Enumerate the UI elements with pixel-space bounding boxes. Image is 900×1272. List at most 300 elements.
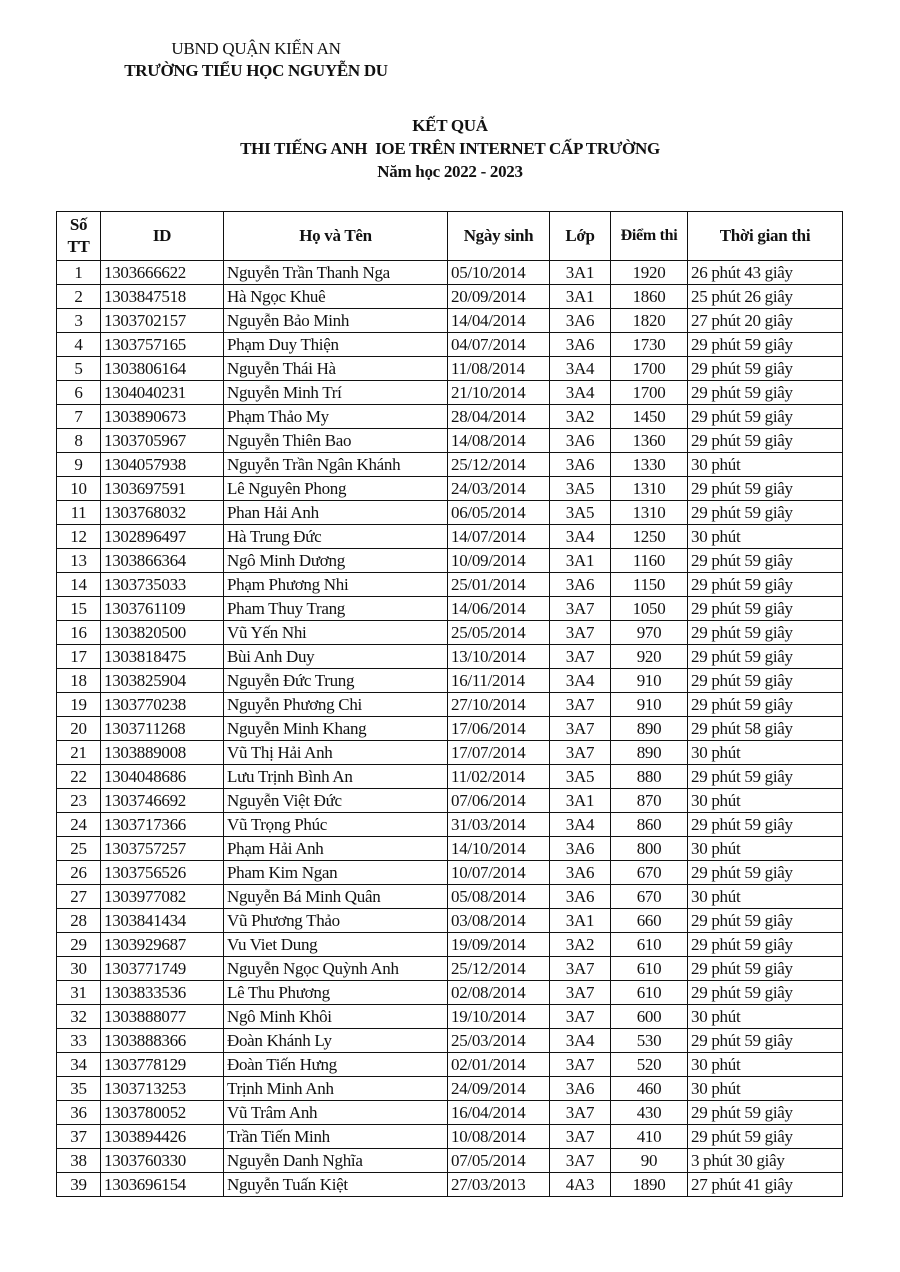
cell-id: 1303760330: [101, 1149, 224, 1173]
cell-time: 27 phút 41 giây: [688, 1173, 843, 1197]
cell-stt: 11: [57, 501, 101, 525]
cell-class: 3A4: [550, 381, 611, 405]
table-row: [57, 453, 843, 477]
cell-stt: 21: [57, 741, 101, 765]
cell-stt: 15: [57, 597, 101, 621]
table-row: [57, 909, 843, 933]
table-row: [57, 933, 843, 957]
cell-name: Đoàn Tiến Hưng: [224, 1053, 448, 1077]
cell-stt: 24: [57, 813, 101, 837]
cell-score: 610: [611, 981, 688, 1005]
cell-id: 1304048686: [101, 765, 224, 789]
cell-class: 3A1: [550, 261, 611, 285]
table-row: [57, 861, 843, 885]
stt-header-line-1: Số: [69, 215, 88, 234]
cell-name: Lưu Trịnh Bình An: [224, 765, 448, 789]
cell-score: 920: [611, 645, 688, 669]
cell-name: Ngô Minh Khôi: [224, 1005, 448, 1029]
cell-score: 1890: [611, 1173, 688, 1197]
cell-id: 1303841434: [101, 909, 224, 933]
cell-stt: 22: [57, 765, 101, 789]
cell-stt: 39: [57, 1173, 101, 1197]
cell-id: 1303756526: [101, 861, 224, 885]
cell-id: 1303697591: [101, 477, 224, 501]
cell-stt: 25: [57, 837, 101, 861]
cell-time: 30 phút: [688, 453, 843, 477]
cell-id: 1303761109: [101, 597, 224, 621]
table-row: [57, 357, 843, 381]
cell-dob: 14/08/2014: [448, 429, 550, 453]
cell-score: 460: [611, 1077, 688, 1101]
cell-time: 29 phút 59 giây: [688, 573, 843, 597]
cell-dob: 05/08/2014: [448, 885, 550, 909]
cell-class: 3A1: [550, 789, 611, 813]
cell-id: 1303866364: [101, 549, 224, 573]
cell-class: 3A7: [550, 741, 611, 765]
cell-class: 3A2: [550, 405, 611, 429]
cell-class: 3A1: [550, 549, 611, 573]
cell-stt: 17: [57, 645, 101, 669]
cell-class: 3A6: [550, 1077, 611, 1101]
cell-dob: 25/12/2014: [448, 957, 550, 981]
cell-score: 410: [611, 1125, 688, 1149]
cell-class: 3A7: [550, 645, 611, 669]
table-row: [57, 1053, 843, 1077]
table-row: [57, 1101, 843, 1125]
cell-time: 27 phút 20 giây: [688, 309, 843, 333]
cell-id: 1303746692: [101, 789, 224, 813]
cell-time: 29 phút 59 giây: [688, 957, 843, 981]
cell-score: 1250: [611, 525, 688, 549]
cell-dob: 02/08/2014: [448, 981, 550, 1005]
cell-name: Vũ Trâm Anh: [224, 1101, 448, 1125]
cell-stt: 32: [57, 1005, 101, 1029]
cell-id: 1303768032: [101, 501, 224, 525]
cell-dob: 04/07/2014: [448, 333, 550, 357]
cell-dob: 10/07/2014: [448, 861, 550, 885]
cell-time: 29 phút 59 giây: [688, 549, 843, 573]
cell-dob: 25/12/2014: [448, 453, 550, 477]
cell-name: Nguyễn Việt Đức: [224, 789, 448, 813]
cell-id: 1303666622: [101, 261, 224, 285]
cell-dob: 20/09/2014: [448, 285, 550, 309]
cell-time: 29 phút 59 giây: [688, 765, 843, 789]
table-row: [57, 1077, 843, 1101]
table-row: [57, 957, 843, 981]
cell-id: 1303894426: [101, 1125, 224, 1149]
cell-dob: 07/05/2014: [448, 1149, 550, 1173]
cell-id: 1303702157: [101, 309, 224, 333]
cell-name: Vũ Phương Thảo: [224, 909, 448, 933]
cell-class: 3A7: [550, 1053, 611, 1077]
cell-id: 1303735033: [101, 573, 224, 597]
cell-class: 3A6: [550, 309, 611, 333]
table-row: [57, 285, 843, 309]
cell-name: Phạm Phương Nhi: [224, 573, 448, 597]
table-row: [57, 309, 843, 333]
cell-id: 1303696154: [101, 1173, 224, 1197]
cell-class: 3A6: [550, 837, 611, 861]
cell-time: 29 phút 59 giây: [688, 501, 843, 525]
cell-stt: 5: [57, 357, 101, 381]
cell-class: 3A7: [550, 981, 611, 1005]
cell-dob: 24/09/2014: [448, 1077, 550, 1101]
cell-time: 3 phút 30 giây: [688, 1149, 843, 1173]
cell-stt: 30: [57, 957, 101, 981]
cell-id: 1302896497: [101, 525, 224, 549]
cell-score: 670: [611, 885, 688, 909]
cell-stt: 10: [57, 477, 101, 501]
table-row: [57, 765, 843, 789]
cell-time: 30 phút: [688, 525, 843, 549]
table-row: [57, 717, 843, 741]
cell-name: Lê Thu Phương: [224, 981, 448, 1005]
cell-score: 870: [611, 789, 688, 813]
cell-stt: 19: [57, 693, 101, 717]
cell-dob: 03/08/2014: [448, 909, 550, 933]
cell-stt: 2: [57, 285, 101, 309]
cell-dob: 19/09/2014: [448, 933, 550, 957]
cell-name: Phạm Thảo My: [224, 405, 448, 429]
cell-class: 3A6: [550, 429, 611, 453]
cell-class: 3A7: [550, 597, 611, 621]
cell-dob: 05/10/2014: [448, 261, 550, 285]
cell-id: 1303757165: [101, 333, 224, 357]
cell-dob: 24/03/2014: [448, 477, 550, 501]
cell-score: 880: [611, 765, 688, 789]
cell-dob: 14/04/2014: [448, 309, 550, 333]
cell-dob: 10/08/2014: [448, 1125, 550, 1149]
cell-id: 1303888077: [101, 1005, 224, 1029]
table-row: [57, 429, 843, 453]
cell-name: Phạm Duy Thiện: [224, 333, 448, 357]
table-row: [57, 1173, 843, 1197]
cell-name: Lê Nguyên Phong: [224, 477, 448, 501]
cell-dob: 28/04/2014: [448, 405, 550, 429]
cell-name: Trịnh Minh Anh: [224, 1077, 448, 1101]
cell-name: Nguyễn Tuấn Kiệt: [224, 1173, 448, 1197]
column-header-score: Điểm thi: [611, 212, 688, 261]
cell-time: 29 phút 59 giây: [688, 1101, 843, 1125]
cell-name: Hà Ngọc Khuê: [224, 285, 448, 309]
cell-name: Trần Tiến Minh: [224, 1125, 448, 1149]
cell-name: Vũ Yến Nhi: [224, 621, 448, 645]
authority-name: UBND QUẬN KIẾN AN: [171, 39, 341, 58]
cell-score: 860: [611, 813, 688, 837]
cell-name: Nguyễn Trần Ngân Khánh: [224, 453, 448, 477]
cell-time: 25 phút 26 giây: [688, 285, 843, 309]
cell-time: 30 phút: [688, 1077, 843, 1101]
cell-name: Vu Viet Dung: [224, 933, 448, 957]
table-row: [57, 981, 843, 1005]
cell-name: Nguyễn Trần Thanh Nga: [224, 261, 448, 285]
cell-stt: 13: [57, 549, 101, 573]
cell-dob: 25/01/2014: [448, 573, 550, 597]
cell-score: 430: [611, 1101, 688, 1125]
cell-class: 3A7: [550, 693, 611, 717]
table-row: [57, 813, 843, 837]
cell-stt: 28: [57, 909, 101, 933]
cell-time: 29 phút 59 giây: [688, 477, 843, 501]
cell-time: 30 phút: [688, 885, 843, 909]
table-row: [57, 885, 843, 909]
cell-score: 970: [611, 621, 688, 645]
cell-time: 29 phút 58 giây: [688, 717, 843, 741]
cell-time: 29 phút 59 giây: [688, 861, 843, 885]
table-row: [57, 477, 843, 501]
cell-stt: 1: [57, 261, 101, 285]
cell-class: 3A4: [550, 525, 611, 549]
cell-stt: 27: [57, 885, 101, 909]
table-row: [57, 525, 843, 549]
cell-time: 26 phút 43 giây: [688, 261, 843, 285]
cell-time: 29 phút 59 giây: [688, 1125, 843, 1149]
cell-id: 1303717366: [101, 813, 224, 837]
cell-score: 890: [611, 717, 688, 741]
cell-score: 1160: [611, 549, 688, 573]
cell-time: 30 phút: [688, 1053, 843, 1077]
cell-dob: 21/10/2014: [448, 381, 550, 405]
cell-dob: 27/10/2014: [448, 693, 550, 717]
cell-stt: 31: [57, 981, 101, 1005]
cell-id: 1303818475: [101, 645, 224, 669]
table-row: [57, 789, 843, 813]
cell-dob: 07/06/2014: [448, 789, 550, 813]
document-header: [96, 38, 416, 82]
title-line-2: THI TIẾNG ANH IOE TRÊN INTERNET CẤP TRƯỜNG: [240, 139, 660, 158]
cell-score: 1450: [611, 405, 688, 429]
cell-class: 3A7: [550, 1125, 611, 1149]
stt-header-line-2: TT: [67, 237, 90, 256]
cell-dob: 14/10/2014: [448, 837, 550, 861]
cell-name: Nguyễn Bá Minh Quân: [224, 885, 448, 909]
cell-class: 3A4: [550, 813, 611, 837]
cell-stt: 18: [57, 669, 101, 693]
cell-name: Phạm Hải Anh: [224, 837, 448, 861]
table-row: [57, 597, 843, 621]
cell-id: 1303711268: [101, 717, 224, 741]
cell-score: 530: [611, 1029, 688, 1053]
cell-time: 29 phút 59 giây: [688, 813, 843, 837]
cell-id: 1303771749: [101, 957, 224, 981]
cell-class: 3A1: [550, 285, 611, 309]
cell-score: 1860: [611, 285, 688, 309]
cell-class: 3A7: [550, 717, 611, 741]
cell-stt: 4: [57, 333, 101, 357]
cell-stt: 3: [57, 309, 101, 333]
cell-stt: 36: [57, 1101, 101, 1125]
cell-time: 29 phút 59 giây: [688, 405, 843, 429]
cell-class: 3A4: [550, 669, 611, 693]
table-row: [57, 621, 843, 645]
cell-score: 1310: [611, 477, 688, 501]
cell-id: 1303820500: [101, 621, 224, 645]
cell-id: 1303705967: [101, 429, 224, 453]
cell-dob: 06/05/2014: [448, 501, 550, 525]
cell-score: 520: [611, 1053, 688, 1077]
column-header-id: ID: [101, 212, 224, 261]
cell-dob: 14/07/2014: [448, 525, 550, 549]
table-row: [57, 1149, 843, 1173]
cell-time: 29 phút 59 giây: [688, 933, 843, 957]
cell-class: 4A3: [550, 1173, 611, 1197]
cell-name: Nguyễn Thái Hà: [224, 357, 448, 381]
cell-class: 3A6: [550, 885, 611, 909]
cell-id: 1304040231: [101, 381, 224, 405]
cell-time: 29 phút 59 giây: [688, 909, 843, 933]
cell-time: 30 phút: [688, 1005, 843, 1029]
cell-score: 1330: [611, 453, 688, 477]
table-row: [57, 501, 843, 525]
cell-class: 3A5: [550, 501, 611, 525]
cell-dob: 27/03/2013: [448, 1173, 550, 1197]
cell-id: 1303977082: [101, 885, 224, 909]
table-row: [57, 573, 843, 597]
table-row: [57, 333, 843, 357]
cell-time: 29 phút 59 giây: [688, 333, 843, 357]
cell-score: 910: [611, 669, 688, 693]
table-row: [57, 549, 843, 573]
cell-id: 1303833536: [101, 981, 224, 1005]
column-header-class: Lớp: [550, 212, 611, 261]
cell-score: 890: [611, 741, 688, 765]
column-header-stt: [57, 212, 101, 261]
table-row: [57, 1029, 843, 1053]
cell-score: 1920: [611, 261, 688, 285]
table-row: [57, 693, 843, 717]
cell-name: Nguyễn Bảo Minh: [224, 309, 448, 333]
cell-class: 3A5: [550, 477, 611, 501]
cell-stt: 37: [57, 1125, 101, 1149]
cell-dob: 25/03/2014: [448, 1029, 550, 1053]
cell-stt: 38: [57, 1149, 101, 1173]
table-row: [57, 381, 843, 405]
cell-stt: 23: [57, 789, 101, 813]
cell-score: 1730: [611, 333, 688, 357]
cell-dob: 11/02/2014: [448, 765, 550, 789]
cell-dob: 25/05/2014: [448, 621, 550, 645]
cell-name: Nguyễn Danh Nghĩa: [224, 1149, 448, 1173]
cell-stt: 14: [57, 573, 101, 597]
cell-time: 30 phút: [688, 741, 843, 765]
cell-class: 3A6: [550, 333, 611, 357]
cell-score: 600: [611, 1005, 688, 1029]
cell-score: 610: [611, 933, 688, 957]
table-row: [57, 1125, 843, 1149]
column-header-time: Thời gian thi: [688, 212, 843, 261]
cell-score: 610: [611, 957, 688, 981]
cell-dob: 11/08/2014: [448, 357, 550, 381]
cell-id: 1303929687: [101, 933, 224, 957]
cell-name: Đoàn Khánh Ly: [224, 1029, 448, 1053]
cell-id: 1303713253: [101, 1077, 224, 1101]
cell-score: 1700: [611, 381, 688, 405]
document-title: [0, 114, 900, 183]
cell-id: 1303890673: [101, 405, 224, 429]
cell-id: 1303778129: [101, 1053, 224, 1077]
cell-stt: 9: [57, 453, 101, 477]
cell-name: Pham Thuy Trang: [224, 597, 448, 621]
table-row: [57, 405, 843, 429]
cell-score: 1700: [611, 357, 688, 381]
cell-stt: 35: [57, 1077, 101, 1101]
cell-stt: 33: [57, 1029, 101, 1053]
cell-id: 1304057938: [101, 453, 224, 477]
cell-name: Vũ Thị Hải Anh: [224, 741, 448, 765]
cell-name: Pham Kim Ngan: [224, 861, 448, 885]
cell-id: 1303825904: [101, 669, 224, 693]
cell-dob: 19/10/2014: [448, 1005, 550, 1029]
cell-dob: 17/06/2014: [448, 717, 550, 741]
cell-id: 1303806164: [101, 357, 224, 381]
cell-score: 1820: [611, 309, 688, 333]
cell-class: 3A5: [550, 765, 611, 789]
column-header-name: Họ và Tên: [224, 212, 448, 261]
cell-stt: 7: [57, 405, 101, 429]
cell-name: Nguyễn Đức Trung: [224, 669, 448, 693]
cell-class: 3A7: [550, 1149, 611, 1173]
cell-class: 3A6: [550, 453, 611, 477]
cell-name: Nguyễn Phương Chi: [224, 693, 448, 717]
cell-score: 1150: [611, 573, 688, 597]
cell-class: 3A7: [550, 621, 611, 645]
cell-name: Nguyễn Ngọc Quỳnh Anh: [224, 957, 448, 981]
cell-id: 1303780052: [101, 1101, 224, 1125]
cell-time: 29 phút 59 giây: [688, 693, 843, 717]
cell-time: 29 phút 59 giây: [688, 669, 843, 693]
table-row: [57, 645, 843, 669]
cell-stt: 34: [57, 1053, 101, 1077]
cell-id: 1303889008: [101, 741, 224, 765]
table-row: [57, 669, 843, 693]
table-row: [57, 837, 843, 861]
cell-score: 910: [611, 693, 688, 717]
title-line-3: Năm học 2022 - 2023: [377, 162, 523, 181]
results-table: [56, 211, 843, 1197]
cell-stt: 16: [57, 621, 101, 645]
cell-score: 1050: [611, 597, 688, 621]
cell-score: 1360: [611, 429, 688, 453]
cell-score: 1310: [611, 501, 688, 525]
cell-class: 3A7: [550, 957, 611, 981]
cell-stt: 20: [57, 717, 101, 741]
cell-dob: 31/03/2014: [448, 813, 550, 837]
cell-dob: 17/07/2014: [448, 741, 550, 765]
cell-name: Nguyễn Thiên Bao: [224, 429, 448, 453]
title-line-1: KẾT QUẢ: [412, 116, 488, 135]
cell-class: 3A6: [550, 861, 611, 885]
cell-name: Vũ Trọng Phúc: [224, 813, 448, 837]
table-row: [57, 1005, 843, 1029]
cell-stt: 12: [57, 525, 101, 549]
table-row: [57, 741, 843, 765]
cell-score: 90: [611, 1149, 688, 1173]
cell-time: 30 phút: [688, 789, 843, 813]
cell-time: 29 phút 59 giây: [688, 429, 843, 453]
cell-id: 1303847518: [101, 285, 224, 309]
cell-stt: 26: [57, 861, 101, 885]
cell-name: Hà Trung Đức: [224, 525, 448, 549]
cell-time: 29 phút 59 giây: [688, 597, 843, 621]
cell-dob: 13/10/2014: [448, 645, 550, 669]
cell-id: 1303757257: [101, 837, 224, 861]
table-body: [57, 261, 843, 1197]
cell-name: Nguyễn Minh Khang: [224, 717, 448, 741]
cell-name: Phan Hải Anh: [224, 501, 448, 525]
cell-time: 30 phút: [688, 837, 843, 861]
cell-class: 3A1: [550, 909, 611, 933]
cell-time: 29 phút 59 giây: [688, 1029, 843, 1053]
